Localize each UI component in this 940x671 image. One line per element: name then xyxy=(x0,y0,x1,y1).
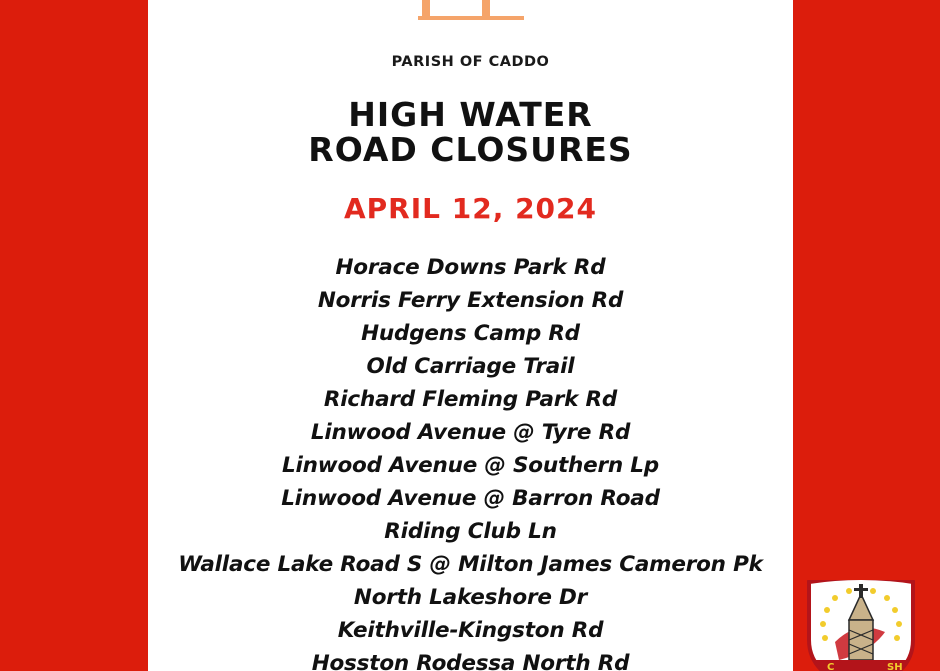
road-item: Linwood Avenue @ Southern Lp xyxy=(282,453,659,478)
road-item: Linwood Avenue @ Barron Road xyxy=(281,486,660,511)
title-line-1: HIGH WATER xyxy=(348,95,593,134)
road-item: Riding Club Ln xyxy=(384,519,557,544)
svg-text:C: C xyxy=(827,662,835,671)
road-item: Horace Downs Park Rd xyxy=(335,255,606,280)
road-item: Linwood Avenue @ Tyre Rd xyxy=(310,420,631,445)
road-closure-list xyxy=(148,251,793,671)
svg-text:SH: SH xyxy=(887,662,903,671)
road-barrier-icon xyxy=(418,0,524,22)
parish-name: PARISH OF CADDO xyxy=(391,54,550,70)
road-item: Wallace Lake Road S @ Milton James Cameron Pk xyxy=(178,552,763,577)
parish-seal-logo xyxy=(805,580,917,671)
notice-date: APRIL 12, 2024 xyxy=(343,192,598,225)
road-item: Richard Fleming Park Rd xyxy=(323,387,618,412)
road-item: North Lakeshore Dr xyxy=(353,585,588,610)
page-title xyxy=(148,97,793,167)
road-item: Norris Ferry Extension Rd xyxy=(317,288,624,313)
road-item: Hosston Rodessa North Rd xyxy=(311,651,630,671)
title-line-2: ROAD CLOSURES xyxy=(308,130,633,169)
road-item: Keithville-Kingston Rd xyxy=(337,618,604,643)
road-item: Hudgens Camp Rd xyxy=(361,321,580,346)
road-item: Old Carriage Trail xyxy=(366,354,575,379)
notice-panel xyxy=(148,0,793,671)
